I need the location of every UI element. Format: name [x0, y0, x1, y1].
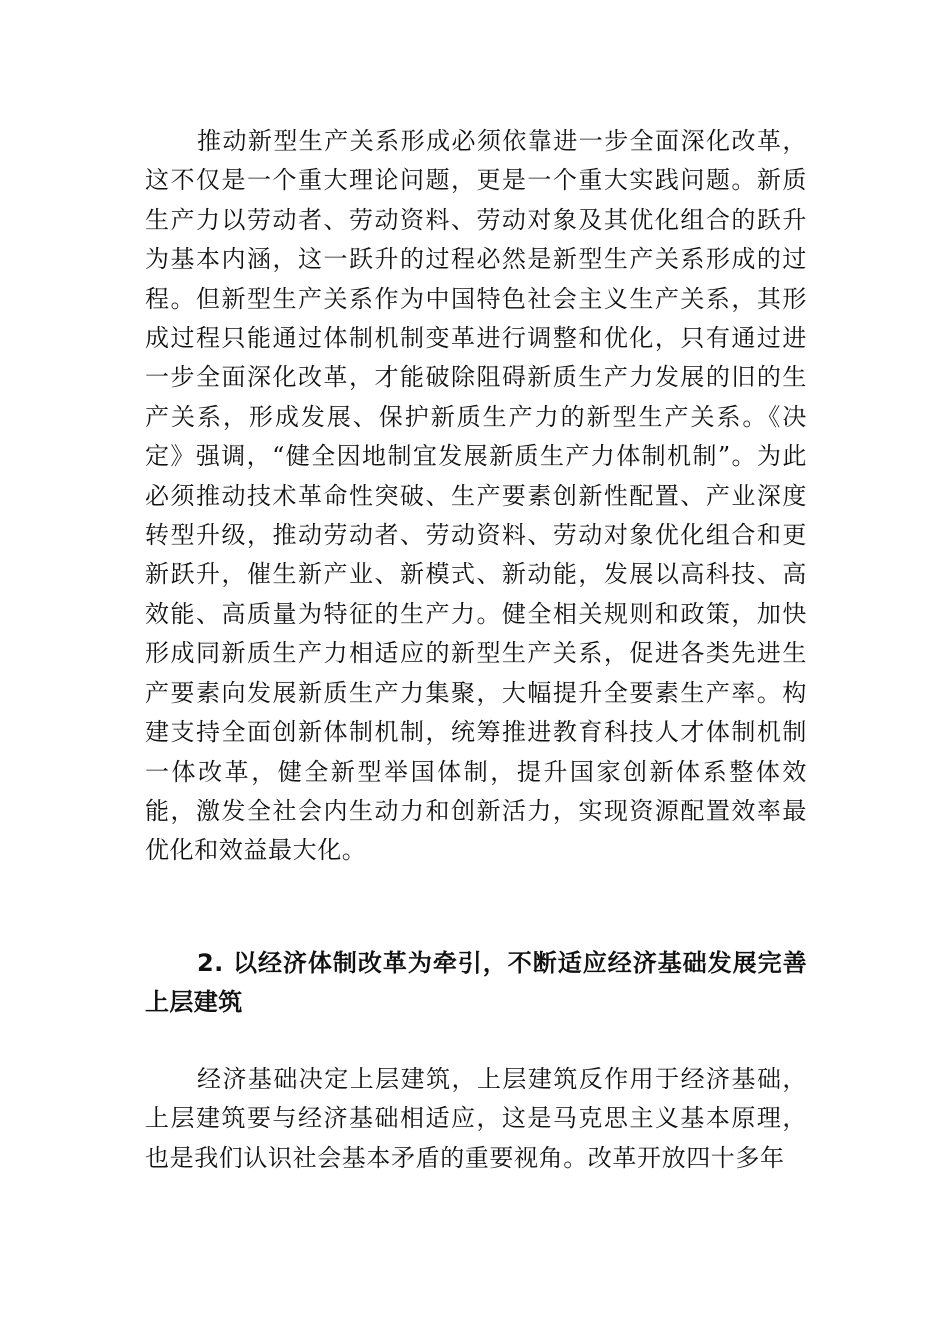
- body-paragraph: 经济基础决定上层建筑，上层建筑反作用于经济基础，上层建筑要与经济基础相适应，这是马克思主义基本原理，也是我们认识社会基本矛盾的重要视角。改革开放四十多年: [145, 1065, 807, 1172]
- section-heading: 2. 以经济体制改革为牵引，不断适应经济基础发展完善上层建筑: [145, 949, 807, 1017]
- body-paragraph: 推动新型生产关系形成必须依靠进一步全面深化改革，这不仅是一个重大理论问题，更是一个重大实践问题。新质生产力以劳动者、劳动资料、劳动对象及其优化组合的跃升为基本内涵，这一跃升的过程必然是新型生产关系形成的过程。但新型生产关系作为中国特色社会主义生产关系，其形成过程只能通过体制机制变革进行调整和优化，只有通过进一步全面深化改革，才能破除阻碍新质生产力发展的旧的生产关系，形成发展、保护新质生产力的新型生产关系。《决定》强调，“健全因地制宜发展新质生产力体制机制”。为此必须推动技术革命性突破、生产要素创新性配置、产业深度转型升级，推动劳动者、劳动资料、劳动对象优化组合和更新跃升，催生新产业、新模式、新动能，发展以高科技、高效能、高质量为特征的生产力。健全相关规则和政策，加快形成同新质生产力相适应的新型生产关系，促进各类先进生产要素向发展新质生产力集聚，大幅提升全要素生产率。构建支持全面创新体制机制，统筹推进教育科技人才体制机制一体改革，健全新型举国体制，提升国家创新体系整体效能，激发全社会内生动力和创新活力，实现资源配置效率最优化和效益最大化。: [145, 127, 807, 865]
